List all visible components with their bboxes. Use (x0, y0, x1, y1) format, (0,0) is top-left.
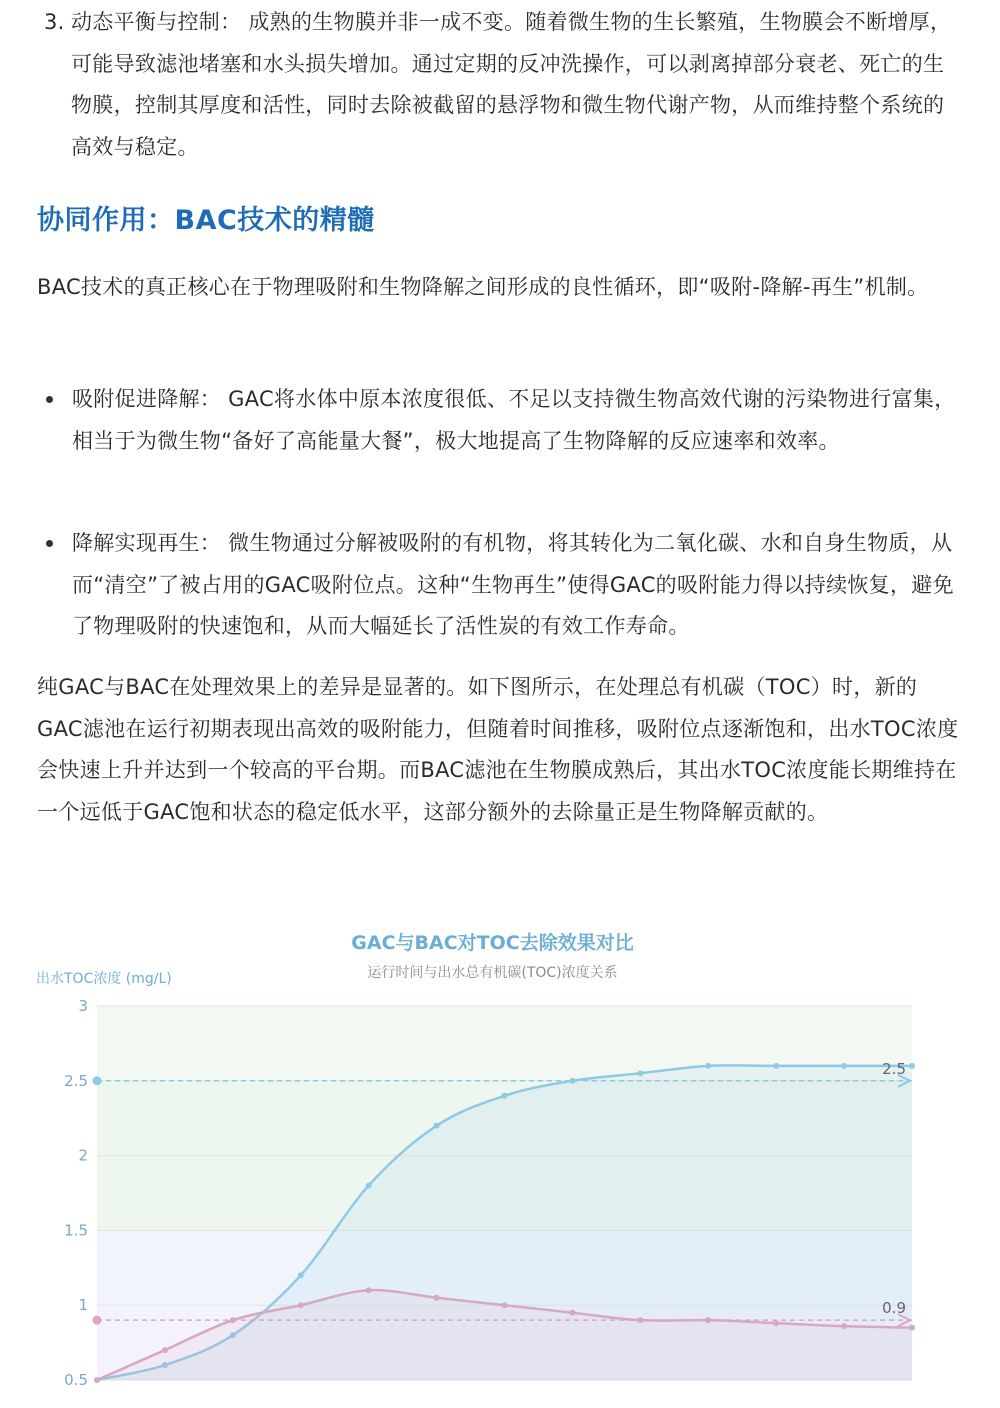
gac-point (909, 1063, 915, 1069)
intro-paragraph: BAC技术的真正核心在于物理吸附和生物降解之间形成的良性循环，即“吸附-降解-再生”机制。 (37, 275, 929, 299)
gac-point (773, 1063, 779, 1069)
list-item-3 (44, 2, 964, 168)
bac-point (434, 1295, 440, 1301)
y-tick-label: 3 (78, 997, 88, 1015)
gac-point (705, 1063, 711, 1069)
y-tick-label: 2.5 (64, 1071, 88, 1090)
bac-point (94, 1377, 100, 1383)
y-tick-label: 0.5 (64, 1371, 88, 1389)
bac-point (841, 1323, 847, 1329)
bac-point (569, 1310, 575, 1316)
bac-point (909, 1325, 915, 1331)
gac-point (298, 1272, 304, 1278)
chart-title: GAC与BAC对TOC去除效果对比 (351, 932, 634, 954)
bullet-text: 吸附促进降解： GAC将水体中原本浓度很低、不足以支持微生物高效代谢的污染物进行富集，相当于为微生物“备好了高能量大餐”，极大地提高了生物降解的反应速率和效率。 (72, 387, 956, 453)
y-tick-label: 2 (78, 1146, 88, 1165)
bac-point (298, 1302, 304, 1308)
y-tick-label: 1.5 (64, 1221, 88, 1240)
bac-point (502, 1302, 508, 1308)
list-item-text: 动态平衡与控制： 成熟的生物膜并非一成不变。随着微生物的生长繁殖，生物膜会不断增厚，可能导致滤池堵塞和水头损失增加。通过定期的反冲洗操作，可以剥离掉部分衰老、死亡的生物膜，控制其厚度和活性，同时去除被截留的悬浮物和微生物代谢产物，从而维持整个系统的高效与稳定。 (71, 10, 952, 159)
reference-label: 2.5 (882, 1059, 906, 1078)
bullet-item (46, 379, 956, 462)
section-heading: 协同作用：BAC技术的精髓 (37, 205, 375, 236)
list-number: 3. (44, 10, 65, 34)
gac-point (841, 1063, 847, 1069)
y-axis-label: 出水TOC浓度 (mg/L) (36, 971, 172, 987)
bullet-dot (46, 396, 53, 403)
comparison-paragraph: 纯GAC与BAC在处理效果上的差异是显著的。如下图所示，在处理总有机碳（TOC）时，新的GAC滤池在运行初期表现出高效的吸附能力，但随着时间推移，吸附位点逐渐饱和，出水TOC浓度会快速上升并达到一个较高的平台期。而BAC滤池在生物膜成熟后，其出水TOC浓度能长期维持在一个远低于GAC饱和状态的稳定低水平，这部分额外的去除量正是生物降解贡献的。 (37, 675, 959, 824)
reference-label: 0.9 (882, 1299, 906, 1318)
gac-point (637, 1070, 643, 1076)
chart-subtitle: 运行时间与出水总有机碳(TOC)浓度关系 (367, 965, 618, 981)
gac-point (502, 1093, 508, 1099)
y-tick-label: 1 (78, 1296, 88, 1315)
bac-point (773, 1320, 779, 1326)
bullet-dot (46, 540, 53, 547)
bullet-text: 降解实现再生： 微生物通过分解被吸附的有机物，将其转化为二氧化碳、水和自身生物质，从而“清空”了被占用的GAC吸附位点。这种“生物再生”使得GAC的吸附能力得以持续恢复，避免了物理吸附的快速饱和，从而大幅延长了活性炭的有效工作寿命。 (72, 531, 954, 638)
bac-point (162, 1347, 168, 1353)
bullet-item (46, 523, 956, 648)
chart-plot (0, 910, 1000, 1408)
gac-point (366, 1183, 372, 1189)
reference-start-marker (93, 1076, 102, 1085)
bac-point (366, 1287, 372, 1293)
toc-chart (0, 910, 1000, 1408)
gac-point (434, 1123, 440, 1129)
reference-start-marker (93, 1316, 102, 1325)
